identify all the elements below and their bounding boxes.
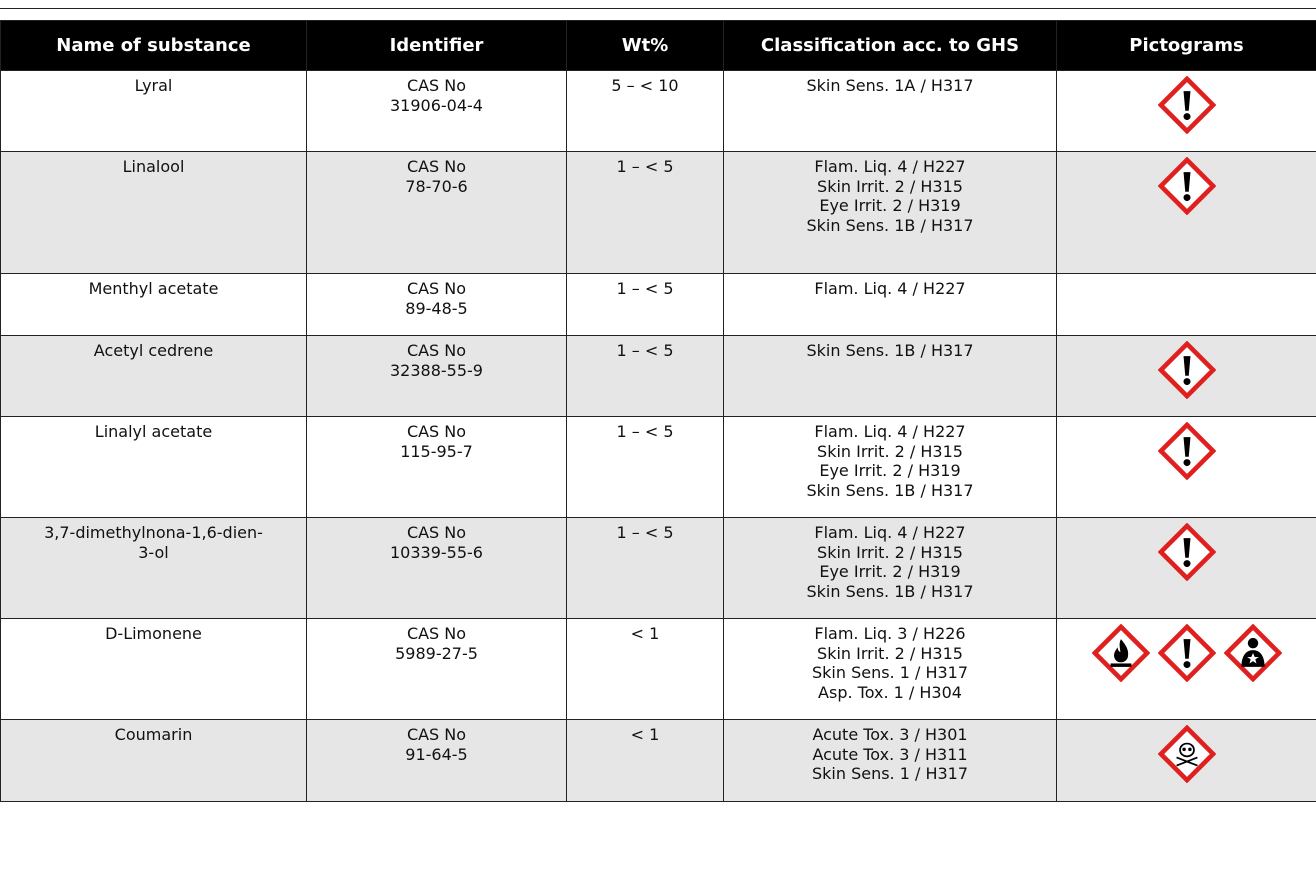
classification-line: Skin Irrit. 2 / H315 [817, 643, 963, 663]
substance-name-cell: Linalool [1, 152, 307, 274]
pictograms-cell [1057, 71, 1316, 152]
substance-name-cell: Coumarin [1, 720, 307, 802]
cas-number: 10339-55-6 [390, 542, 483, 562]
identifier-cell [307, 336, 567, 417]
identifier-type: CAS No [406, 422, 467, 441]
pictograms-cell [1057, 274, 1316, 336]
table-row [1, 417, 1316, 518]
health-hazard-icon [1224, 624, 1282, 682]
classification-cell [724, 336, 1057, 417]
identifier-cell [307, 274, 567, 336]
identifier-cell [307, 417, 567, 518]
flame-icon [1092, 624, 1150, 682]
identifier-cell [307, 619, 567, 720]
header-row [1, 21, 1316, 71]
exclamation-icon [1158, 341, 1216, 399]
classification-cell [724, 71, 1057, 152]
table-row [1, 619, 1316, 720]
table-row [1, 152, 1316, 274]
classification-cell [724, 274, 1057, 336]
classification-line: Flam. Liq. 4 / H227 [814, 422, 966, 441]
weight-percent-cell: 1 – < 5 [567, 152, 724, 274]
substance-name-cell: D-Limonene [1, 619, 307, 720]
classification-line: Eye Irrit. 2 / H319 [819, 562, 961, 581]
exclamation-icon [1158, 76, 1216, 134]
classification-line: Skin Sens. 1 / H317 [811, 663, 969, 682]
table-row [1, 274, 1316, 336]
header-pictograms: Pictograms [1057, 21, 1316, 71]
pictograms-cell [1057, 720, 1316, 802]
exclamation-icon [1158, 157, 1216, 215]
weight-percent-cell: 1 – < 5 [567, 417, 724, 518]
header-classification: Classification acc. to GHS [724, 21, 1057, 71]
classification-line: Flam. Liq. 4 / H227 [814, 157, 966, 176]
identifier-type: CAS No [406, 157, 467, 176]
identifier-type: CAS No [406, 76, 467, 95]
classification-line: Skin Sens. 1B / H317 [806, 215, 974, 235]
cas-number: 115-95-7 [400, 441, 473, 461]
exclamation-icon [1158, 624, 1216, 682]
substance-name-cell: Acetyl cedrene [1, 336, 307, 417]
classification-cell [724, 619, 1057, 720]
identifier-type: CAS No [406, 341, 467, 360]
header-name: Name of substance [1, 21, 307, 71]
cas-number: 91-64-5 [405, 744, 468, 764]
classification-line: Eye Irrit. 2 / H319 [819, 196, 961, 215]
classification-line: Skin Sens. 1B / H317 [806, 480, 974, 500]
identifier-type: CAS No [406, 725, 467, 744]
substance-name-cell: Lyral [1, 71, 307, 152]
table-row [1, 518, 1316, 619]
classification-line: Flam. Liq. 3 / H226 [814, 624, 966, 643]
classification-cell [724, 720, 1057, 802]
classification-cell [724, 152, 1057, 274]
classification-line: Acute Tox. 3 / H311 [812, 744, 968, 764]
cas-number: 5989-27-5 [395, 643, 478, 663]
identifier-cell [307, 720, 567, 802]
weight-percent-cell: 1 – < 5 [567, 518, 724, 619]
classification-line: Asp. Tox. 1 / H304 [818, 682, 962, 702]
table-row [1, 336, 1316, 417]
table-row [1, 720, 1316, 802]
classification-line: Flam. Liq. 4 / H227 [814, 523, 966, 542]
classification-line: Skin Sens. 1B / H317 [806, 341, 974, 360]
cas-number: 31906-04-4 [390, 95, 483, 115]
substance-name-cell: Linalyl acetate [1, 417, 307, 518]
weight-percent-cell: 1 – < 5 [567, 274, 724, 336]
exclamation-icon [1158, 523, 1216, 581]
identifier-cell [307, 152, 567, 274]
pictograms-cell [1057, 417, 1316, 518]
classification-line: Eye Irrit. 2 / H319 [819, 461, 961, 480]
weight-percent-cell: < 1 [567, 720, 724, 802]
substance-name-cell: 3,7-dimethylnona-1,6-dien-3-ol [1, 518, 307, 619]
pictograms-cell [1057, 336, 1316, 417]
weight-percent-cell: < 1 [567, 619, 724, 720]
identifier-type: CAS No [406, 523, 467, 542]
classification-line: Skin Irrit. 2 / H315 [817, 542, 963, 562]
identifier-cell [307, 518, 567, 619]
table-row [1, 71, 1316, 152]
classification-line: Skin Sens. 1A / H317 [806, 76, 974, 95]
pictograms-cell [1057, 619, 1316, 720]
identifier-type: CAS No [406, 624, 467, 643]
cas-number: 32388-55-9 [390, 360, 483, 380]
top-rule [0, 8, 1316, 9]
classification-cell [724, 518, 1057, 619]
classification-line: Skin Sens. 1B / H317 [806, 581, 974, 601]
substance-name-cell: Menthyl acetate [1, 274, 307, 336]
weight-percent-cell: 5 – < 10 [567, 71, 724, 152]
header-wt: Wt% [567, 21, 724, 71]
identifier-cell [307, 71, 567, 152]
header-identifier: Identifier [307, 21, 567, 71]
classification-line: Skin Irrit. 2 / H315 [817, 176, 963, 196]
classification-line: Flam. Liq. 4 / H227 [814, 279, 966, 298]
cas-number: 78-70-6 [405, 176, 468, 196]
exclamation-icon [1158, 422, 1216, 480]
classification-line: Skin Irrit. 2 / H315 [817, 441, 963, 461]
weight-percent-cell: 1 – < 5 [567, 336, 724, 417]
classification-cell [724, 417, 1057, 518]
identifier-type: CAS No [406, 279, 467, 298]
cas-number: 89-48-5 [405, 298, 468, 318]
ghs-substance-table [0, 20, 1316, 802]
skull-crossbones-icon [1158, 725, 1216, 783]
pictograms-cell [1057, 152, 1316, 274]
classification-line: Skin Sens. 1 / H317 [811, 764, 969, 783]
classification-line: Acute Tox. 3 / H301 [812, 725, 968, 744]
pictograms-cell [1057, 518, 1316, 619]
